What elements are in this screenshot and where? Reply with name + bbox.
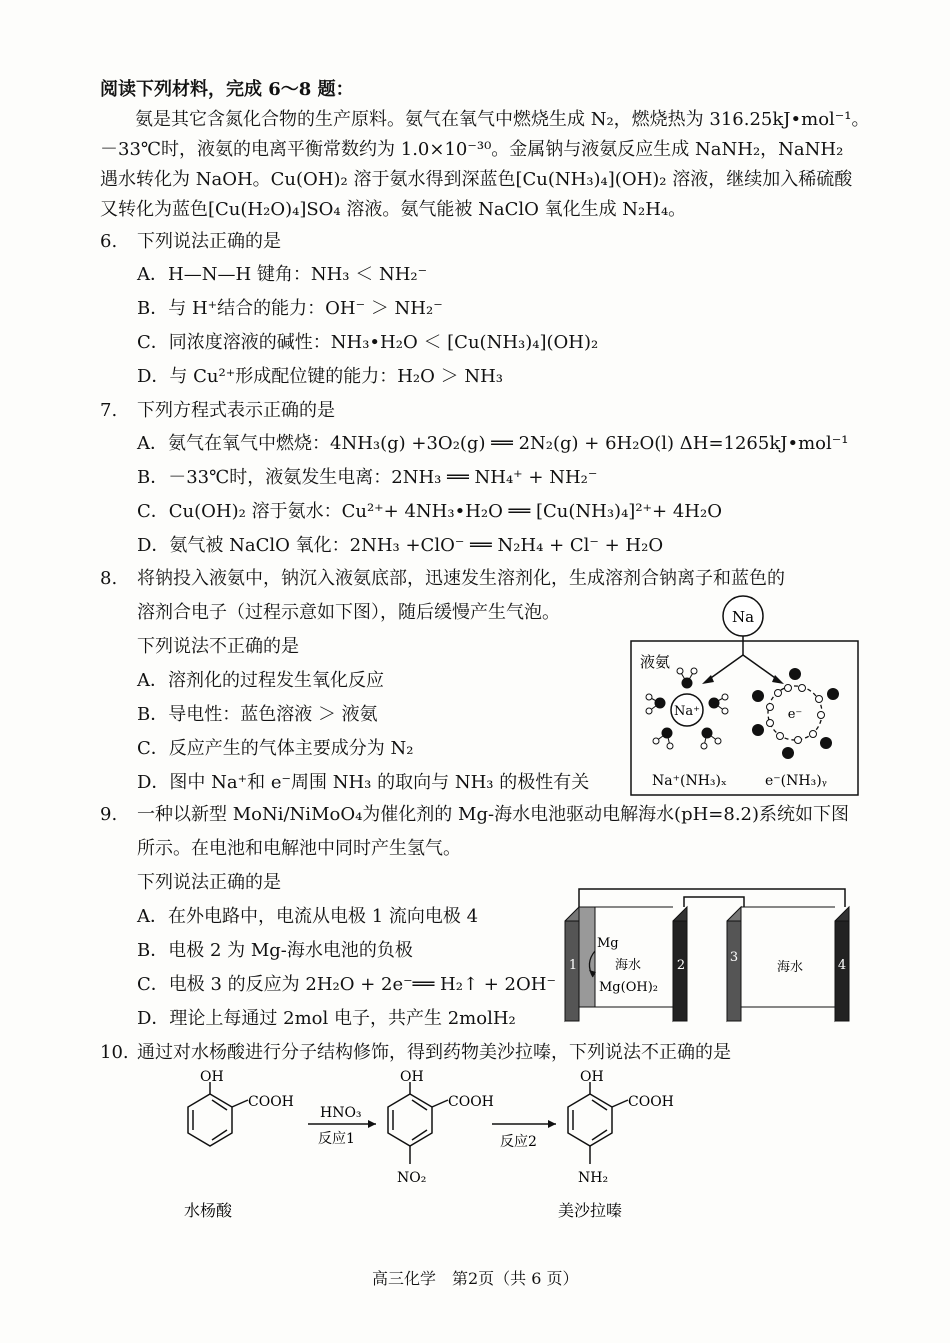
reaction1-label: 反应1 xyxy=(318,1131,355,1147)
option: A．溶剂化的过程发生氧化反应 xyxy=(137,670,384,691)
reaction-scheme xyxy=(170,1066,710,1226)
question-stem: 溶剂合电子（过程示意如下图），随后缓慢产生气泡。 xyxy=(137,602,560,623)
question-number: 7. xyxy=(100,400,118,421)
cooh-label: COOH xyxy=(448,1094,494,1110)
option: B．－33℃时，液氨发生电离：2NH₃ ══ NH₄⁺ + NH₂⁻ xyxy=(137,467,598,488)
material-line: －33℃时，液氨的电离平衡常数约为 1.0×10⁻³⁰。金属钠与液氨反应生成 NaNH₂，NaNH₂ xyxy=(100,139,844,160)
question-number: 6. xyxy=(100,231,118,252)
mesalazine-structure xyxy=(568,1082,628,1164)
question-stem: 将钠投入液氨中，钠沉入液氨底部，迅速发生溶剂化，生成溶剂合钠离子和蓝色的 xyxy=(137,568,785,589)
sodium-ion-label: Na⁺ xyxy=(674,704,700,719)
oh-label: OH xyxy=(200,1069,224,1085)
battery-electrolysis-diagram xyxy=(555,885,865,1025)
question-number: 8. xyxy=(100,568,118,589)
option: A．H—N—H 键角：NH₃ ＜ NH₂⁻ xyxy=(137,264,428,285)
question-stem: 一种以新型 MoNi/NiMoO₄为催化剂的 Mg-海水电池驱动电解海水(pH=8.2)系统如下图 xyxy=(137,804,850,825)
question-number: 9. xyxy=(100,804,118,825)
mgoh2-label: Mg(OH)₂ xyxy=(599,980,658,995)
option: C．反应产生的气体主要成分为 N₂ xyxy=(137,738,414,759)
question-number: 10. xyxy=(100,1042,129,1063)
sodium-cluster-caption: Na⁺(NH₃)ₓ xyxy=(652,773,727,789)
option: D．与 Cu²⁺形成配位键的能力：H₂O ＞ NH₃ xyxy=(137,366,504,387)
seawater-right-label: 海水 xyxy=(777,960,804,975)
option: C．电极 3 的反应为 2H₂O + 2e⁻══ H₂↑ + 2OH⁻ xyxy=(137,974,556,995)
cooh-label: COOH xyxy=(248,1094,294,1110)
option: D．氨气被 NaClO 氧化：2NH₃ +ClO⁻ ══ N₂H₄ + Cl⁻ + H₂O xyxy=(137,535,664,556)
material-line: 氨是其它含氮化合物的生产原料。氨气在氧气中燃烧生成 N₂，燃烧热为 316.25kJ•mol⁻¹。 xyxy=(135,109,870,130)
option: B．电极 2 为 Mg-海水电池的负极 xyxy=(137,940,413,961)
nh2-label: NH₂ xyxy=(578,1170,609,1186)
oh-label: OH xyxy=(400,1069,424,1085)
option: A．在外电路中，电流从电极 1 流向电极 4 xyxy=(137,906,479,927)
salicylic-acid-name: 水杨酸 xyxy=(184,1201,233,1220)
salicylic-acid-structure xyxy=(188,1082,248,1146)
mesalazine-name: 美沙拉嗪 xyxy=(558,1201,623,1220)
option: D．理论上每通过 2mol 电子，共产生 2molH₂ xyxy=(137,1008,516,1029)
nitro-intermediate-structure xyxy=(388,1082,448,1164)
sodium-label: Na xyxy=(731,608,755,626)
option: B．与 H⁺结合的能力：OH⁻ ＞ NH₂⁻ xyxy=(137,298,443,319)
question-stem: 通过对水杨酸进行分子结构修饰，得到药物美沙拉嗪，下列说法不正确的是 xyxy=(137,1042,731,1063)
liquid-ammonia-label: 液氨 xyxy=(640,653,671,671)
solvation-diagram xyxy=(630,595,860,797)
question-stem: 所示。在电池和电解池中同时产生氢气。 xyxy=(137,838,461,859)
option: C．同浓度溶液的碱性：NH₃•H₂O ＜ [Cu(NH₃)₄](OH)₂ xyxy=(137,332,599,353)
electron-cluster-caption: e⁻(NH₃)ᵧ xyxy=(765,773,827,789)
option: B．导电性：蓝色溶液 ＞ 液氨 xyxy=(137,704,378,725)
reaction2-label: 反应2 xyxy=(500,1134,537,1150)
question-stem: 下列说法不正确的是 xyxy=(137,636,299,657)
option: D．图中 Na⁺和 e⁻周围 NH₃ 的取向与 NH₃ 的极性有关 xyxy=(137,772,590,793)
oh-label: OH xyxy=(580,1069,604,1085)
option: A．氨气在氧气中燃烧：4NH₃(g) +3O₂(g) ══ 2N₂(g) + 6H₂O(l) ΔH=1265kJ•mol⁻¹ xyxy=(137,433,849,454)
question-stem: 下列说法正确的是 xyxy=(137,872,281,893)
material-heading: 阅读下列材料，完成 6～8 题： xyxy=(100,79,354,100)
material-line: 遇水转化为 NaOH。Cu(OH)₂ 溶于氨水得到深蓝色[Cu(NH₃)₄](OH)₂ 溶液，继续加入稀硫酸 xyxy=(100,169,853,190)
cooh-label: COOH xyxy=(628,1094,674,1110)
mg-label: Mg xyxy=(597,936,619,951)
electrode-3-label: 3 xyxy=(729,950,739,965)
reagent1-label: HNO₃ xyxy=(320,1105,362,1121)
question-stem: 下列说法正确的是 xyxy=(137,231,281,252)
electron-label: e⁻ xyxy=(787,707,803,722)
electrode-1-label: 1 xyxy=(568,958,578,973)
material-line: 又转化为蓝色[Cu(H₂O)₄]SO₄ 溶液。氨气能被 NaClO 氧化生成 N₂H₄。 xyxy=(100,199,687,220)
page-footer: 高三化学 第2页（共 6 页） xyxy=(372,1269,579,1288)
option: C．Cu(OH)₂ 溶于氨水：Cu²⁺+ 4NH₃•H₂O ══ [Cu(NH₃)₄]²⁺+ 4H₂O xyxy=(137,501,722,522)
no2-label: NO₂ xyxy=(397,1170,427,1186)
electrode-4-label: 4 xyxy=(837,958,847,973)
seawater-left-label: 海水 xyxy=(615,958,642,973)
electrode-2-label: 2 xyxy=(676,958,686,973)
question-stem: 下列方程式表示正确的是 xyxy=(137,400,335,421)
